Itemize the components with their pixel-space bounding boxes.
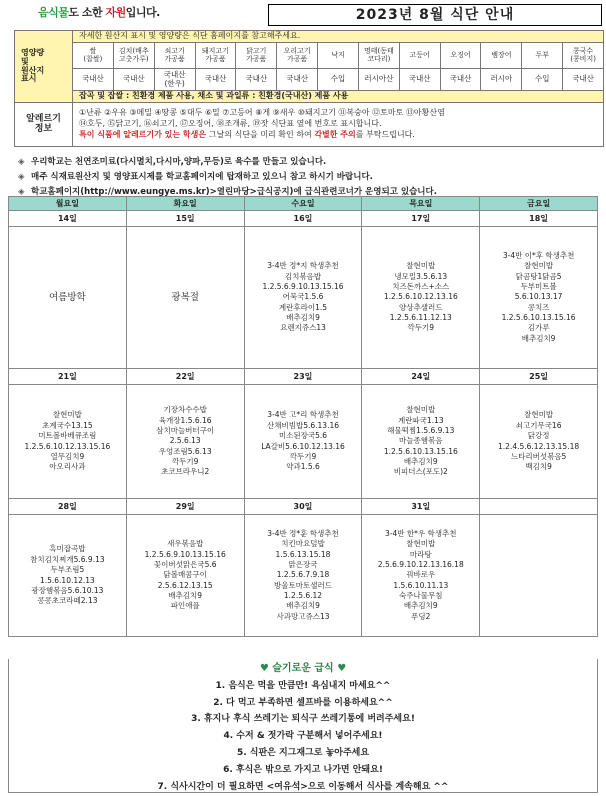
- menu-line: 미트볼바베큐조림: [38, 431, 97, 441]
- menu-line: 냉모밀3.5.6.13: [394, 271, 448, 281]
- slogan-part-4: 입니다.: [125, 6, 160, 19]
- menu-cell: [362, 227, 480, 369]
- date-cell: 17일: [362, 211, 480, 227]
- date-cell: 22일: [126, 369, 244, 385]
- menu-row: [9, 227, 598, 369]
- allergy-line-1: ①난류 ②우유 ③메밀 ④땅콩 ⑤대두 ⑥밀 ⑦고등어 ⑧게 ⑨새우 ⑩돼지고기 ⑪복숭아 ⑫토마토 ⑬아황산염: [79, 108, 445, 118]
- origin-values-row: [15, 69, 604, 91]
- origin-item: 콩국수 (콩비지): [563, 43, 604, 69]
- weekday-header: 금요일: [480, 197, 598, 211]
- date-cell: 21일: [9, 369, 127, 385]
- menu-line: 1.2.5.6.9.10.13.15.16: [144, 549, 226, 559]
- allergy-side-text: 알레르기 정보: [26, 113, 61, 134]
- notice-text: 우리학교는 천연조미료(다시멸치,다시마,양파,무등)로 육수를 만들고 있습니다.: [31, 157, 327, 167]
- menu-line: 두부조림5: [50, 565, 85, 575]
- menu-cell: [480, 227, 598, 369]
- date-cell: 14일: [9, 211, 127, 227]
- menu-line: 기장차수수밥: [163, 405, 207, 415]
- menu-cell: [9, 227, 127, 369]
- date-cell: 29일: [126, 499, 244, 515]
- origin-value: 수입: [318, 69, 359, 91]
- menu-line: 마늘종햄볶음: [399, 436, 443, 446]
- menu-line: 1.5.6.13.15.18: [275, 549, 331, 559]
- menu-line: 찰현미밥: [52, 410, 82, 420]
- rules-title: [9, 661, 597, 678]
- menu-line: 찰현미밥: [524, 410, 554, 420]
- notice-text: 매주 식재료원산지 및 영양표시제를 학교홈페이지에 탑재하고 있으니 참고 하시기 바랍니다.: [31, 172, 373, 182]
- date-row: [9, 211, 598, 227]
- menu-line: 미소된장국5.6: [278, 431, 328, 441]
- menu-line: 꿔바로우: [406, 570, 436, 580]
- origin-table: [14, 30, 604, 147]
- origin-bottom-note: 잡곡 및 잡쌀 : 친환경 제품 사용, 채소 및 과일류 : 친환경(국내산) 제품 사용: [73, 91, 604, 103]
- menu-line: 초코브라우니2: [161, 467, 210, 477]
- date-cell: 31일: [362, 499, 480, 515]
- notices: [18, 155, 598, 200]
- origin-value: 국내산: [195, 69, 236, 91]
- origin-side-text: 영양량 및 원산지 표시: [21, 47, 45, 84]
- menu-line: 3-4반 한*우 학생추천: [385, 528, 457, 538]
- origin-item: 명태(동태 코다리): [358, 43, 399, 69]
- allergy-side-label: [15, 103, 73, 147]
- notice-item: [18, 155, 598, 170]
- menu-line: LA갈비5.6.10.12.13.16: [261, 441, 345, 451]
- rule-item: 4. 수저 & 젓가락 구분해서 넣어주세요!: [223, 731, 383, 742]
- menu-cell: [480, 515, 598, 637]
- menu-line: 광장햄볶음5.6.10.13: [31, 585, 104, 595]
- notice-bullet-icon: ◈: [18, 157, 25, 167]
- origin-item: 두부: [522, 43, 563, 69]
- menu-line: 1.2.5.6.12: [283, 591, 323, 601]
- menu-line: 파인애플: [170, 601, 200, 611]
- lunch-rules: [8, 659, 598, 793]
- menu-line: 닭곰탕1닭곰5: [515, 271, 562, 281]
- menu-line: 1.2.5.6.10.13.15.16: [501, 313, 576, 323]
- menu-line: 1.5.6.10.12.13: [39, 575, 95, 585]
- menu-line: 맑은장국: [288, 559, 318, 569]
- menu-line: 배추김치9: [521, 333, 556, 343]
- origin-item: 쌀 (찹쌀): [73, 43, 114, 69]
- origin-value: 국내산: [277, 69, 318, 91]
- date-cell: 28일: [9, 499, 127, 515]
- date-cell: [480, 499, 598, 515]
- allergy-warn-b: 그날의 식단을 미리 확인: [208, 129, 294, 139]
- rule-item: 5. 식판은 지그재그로 놓아주세요: [236, 747, 370, 758]
- menu-line: 여름방학: [49, 291, 86, 303]
- menu-row: [9, 385, 598, 499]
- menu-line: 찰현미밥: [406, 539, 436, 549]
- origin-value: 러시아: [481, 69, 522, 91]
- menu-cell: [126, 227, 244, 369]
- menu-line: 5.6.10.13.17: [514, 292, 563, 302]
- menu-line: 3-4반 정*지 학생추천: [267, 261, 339, 271]
- menu-line: 배추김치9: [286, 601, 320, 611]
- menu-line: 2.5.6.12.13.15: [157, 580, 213, 590]
- menu-line: 깍두기9: [407, 323, 435, 333]
- origin-items-row: [15, 43, 604, 69]
- menu-line: 계란파국1.13: [397, 415, 444, 425]
- date-cell: 23일: [244, 369, 362, 385]
- menu-line: 콩치즈: [527, 302, 550, 312]
- menu-line: 새우볶음밥: [167, 539, 204, 549]
- origin-item: 고등어: [399, 43, 440, 69]
- allergy-warn-e: 를 부탁드립니다.: [355, 129, 415, 139]
- menu-line: 1.2.5.6.7.9.18: [276, 570, 330, 580]
- menu-cell: [9, 385, 127, 499]
- notice-text: 학교홈페이지(http://www.eungye.ms.kr)>열린마당>급식공지)에 급식관련코너가 운영되고 있습니다.: [31, 187, 437, 197]
- menu-cell: [9, 515, 127, 637]
- origin-value: 국내산: [440, 69, 481, 91]
- origin-item: 닭고기 가공품: [236, 43, 277, 69]
- menu-line: 어묵국1.5.6: [282, 292, 324, 302]
- menu-calendar: [8, 196, 598, 637]
- date-row: [9, 499, 598, 515]
- menu-line: 꽃이버섯맑은국5.6: [153, 559, 217, 569]
- menu-line: 쇠고기무국16: [515, 420, 562, 430]
- rule-item: 6. 후식은 밖으로 가지고 나가면 안돼요!: [223, 764, 383, 775]
- menu-line: 찰현미밥: [524, 261, 554, 271]
- date-cell: 25일: [480, 369, 598, 385]
- menu-line: 삼치마늘버터구이: [156, 425, 215, 435]
- origin-value: 국내산: [563, 69, 604, 91]
- menu-line: 깍두기9: [289, 451, 317, 461]
- menu-line: 아오리사과: [49, 462, 86, 472]
- origin-value: 수입: [522, 69, 563, 91]
- allergy-line-2: ⑭호두, ⑮닭고기, ⑯쇠고기, ⑰오징어, ⑱조개류, ⑲잣 식단표 옆에 번호로 표시합니다.: [79, 119, 382, 129]
- menu-cell: [126, 515, 244, 637]
- menu-line: 찰현미밥: [406, 405, 436, 415]
- menu-line: 흑미잡곡밥: [49, 544, 86, 554]
- menu-line: 배추김치9: [403, 457, 438, 467]
- rule-item: 7. 식사시간이 더 필요하면 <여유석>으로 이동해서 식사를 계속해요 ^^: [157, 781, 449, 792]
- menu-line: 배추김치9: [403, 601, 438, 611]
- menu-cell: [126, 385, 244, 499]
- menu-line: 1.2.5.6.11.12.13: [389, 313, 452, 323]
- menu-line: 양상추샐러드: [399, 302, 443, 312]
- menu-line: 치킨마요덮밥: [281, 539, 325, 549]
- menu-cell: [244, 515, 362, 637]
- menu-line: 느타리버섯볶음5: [510, 451, 567, 461]
- menu-line: 3-4반 이*후 학생추천: [502, 250, 575, 260]
- origin-item: 오리고기 가공품: [277, 43, 318, 69]
- menu-line: 약과1.5.6: [286, 462, 320, 472]
- rule-item: 3. 휴지나 후식 쓰레기는 퇴식구 쓰레기통에 버려주세요!: [191, 714, 415, 725]
- menu-line: 산채비빔밥5.6.13.16: [266, 420, 339, 430]
- weekday-header: 화요일: [126, 197, 244, 211]
- menu-line: 찰현미밥: [406, 261, 436, 271]
- menu-line: 배추김치9: [286, 313, 320, 323]
- menu-line: 초계국수13.15: [42, 420, 93, 430]
- menu-line: 1.5.6.10.11.13: [393, 580, 449, 590]
- date-cell: 18일: [480, 211, 598, 227]
- allergy-warn-c: 하여: [293, 129, 315, 139]
- origin-value: 국내산: [399, 69, 440, 91]
- menu-line: 닭강정: [527, 431, 550, 441]
- menu-line: 1.2.4.5.6.12.13.15.18: [498, 441, 580, 451]
- menu-cell: [362, 515, 480, 637]
- menu-line: 김치볶음밥: [284, 271, 322, 281]
- notice-item: [18, 170, 598, 185]
- menu-line: 1.2.5.6.10.12.13.16: [383, 292, 458, 302]
- origin-value: 국내산: [73, 69, 114, 91]
- menu-line: 마라탕: [409, 549, 432, 559]
- allergy-warn-a: 특이 식품에 알레르기가 있는 학생은: [79, 129, 209, 139]
- date-cell: 16일: [244, 211, 362, 227]
- origin-item: 돼지고기 가공품: [195, 43, 236, 69]
- origin-item: 쇠고기 가공품: [154, 43, 195, 69]
- menu-line: 2.5.6.9.10.12.13.16.18: [377, 559, 464, 569]
- menu-line: 육개장1.5.6.16: [158, 415, 212, 425]
- menu-line: 열무김치9: [50, 451, 85, 461]
- slogan-part-1: 음식물: [38, 6, 69, 19]
- origin-value: 국내산: [113, 69, 154, 91]
- weekday-header: 월요일: [9, 197, 127, 211]
- menu-line: 1.2.5.6.9.10.13.15.16: [262, 281, 344, 291]
- rules-title-text: 슬기로운 급식: [272, 663, 334, 674]
- weekday-header-row: [9, 197, 598, 211]
- menu-line: 우엉조림5.6.13: [158, 446, 212, 456]
- allergy-warn-d: 각별한 주의: [314, 129, 356, 139]
- menu-line: 김가루: [527, 323, 550, 333]
- origin-top-note: 자세한 원산지 표시 및 영양량은 식단 홈페이지를 참고해주세요.: [73, 31, 604, 43]
- menu-line: 1.2.5.6.10.12.13.15.16: [24, 441, 111, 451]
- origin-item: 김치(배추 고춧가루): [113, 43, 154, 69]
- header: [0, 0, 606, 30]
- menu-cell: [480, 385, 598, 499]
- rule-item: 2. 다 먹고 부족하면 셀프바를 이용하세요^^: [213, 697, 393, 708]
- menu-line: 사과망고쥬스13: [276, 611, 330, 621]
- rule-item: 1. 음식은 먹을 만큼만! 욕심내지 마세요^^: [215, 680, 391, 691]
- menu-line: 두부미트볼: [520, 281, 557, 291]
- date-cell: 24일: [362, 369, 480, 385]
- menu-line: 비피더스(포도)2: [393, 467, 448, 477]
- slogan: [38, 4, 160, 20]
- origin-item: 뱀장어: [481, 43, 522, 69]
- menu-line: 방울토마토샐러드: [274, 580, 332, 590]
- menu-line: 푸딩2: [411, 611, 431, 621]
- menu-line: 깍두기9: [171, 457, 199, 467]
- notice-bullet-icon: ◈: [18, 187, 25, 197]
- menu-line: 해물떡찜1.5.6.9.13: [387, 425, 455, 435]
- origin-side-label: [15, 31, 73, 103]
- origin-value: 러시아산: [358, 69, 399, 91]
- menu-line: 닭볼매콤구이: [163, 570, 207, 580]
- allergy-info: [73, 103, 604, 147]
- menu-line: 치즈돈까스+소스: [392, 281, 450, 291]
- menu-line: 요렌지쥬스13: [280, 323, 326, 333]
- menu-line: 참치김치찌개5.6.9.13: [30, 554, 105, 564]
- slogan-part-2: 도 소한: [68, 6, 106, 19]
- heart-icon: ♥: [337, 663, 347, 674]
- heart-icon: ♥: [259, 663, 269, 674]
- page-title: 2023년 8월 식단 안내: [268, 4, 602, 26]
- weekday-header: 수요일: [244, 197, 362, 211]
- origin-value: 국내산 (한우): [154, 69, 195, 91]
- menu-line: 1.2.5.6.10.13.15.16: [383, 446, 458, 456]
- date-cell: 30일: [244, 499, 362, 515]
- date-cell: 15일: [126, 211, 244, 227]
- menu-cell: [362, 385, 480, 499]
- menu-cell: [244, 385, 362, 499]
- menu-line: 3-4반 정*훈 학생추천: [267, 528, 339, 538]
- weekday-header: 목요일: [362, 197, 480, 211]
- menu-line: 배추김치9: [168, 591, 203, 601]
- notice-bullet-icon: ◈: [18, 172, 25, 182]
- menu-cell: [244, 227, 362, 369]
- origin-value: 국내산: [236, 69, 277, 91]
- slogan-part-3: 자원: [105, 6, 126, 19]
- menu-line: 콩콩초코라떼2.13: [37, 596, 98, 606]
- menu-line: 3-4반 고*리 학생추천: [267, 410, 339, 420]
- menu-line: 숙주나물무침: [399, 591, 443, 601]
- origin-item: 오징어: [440, 43, 481, 69]
- menu-line: 광복절: [171, 291, 199, 303]
- date-row: [9, 369, 598, 385]
- menu-row: [9, 515, 598, 637]
- menu-line: 백김치9: [525, 462, 552, 472]
- menu-line: 계란후라이1.5: [278, 302, 328, 312]
- origin-item: 낙지: [318, 43, 359, 69]
- allergy-warning: [79, 130, 597, 141]
- menu-line: 2.5.6.13: [169, 436, 201, 446]
